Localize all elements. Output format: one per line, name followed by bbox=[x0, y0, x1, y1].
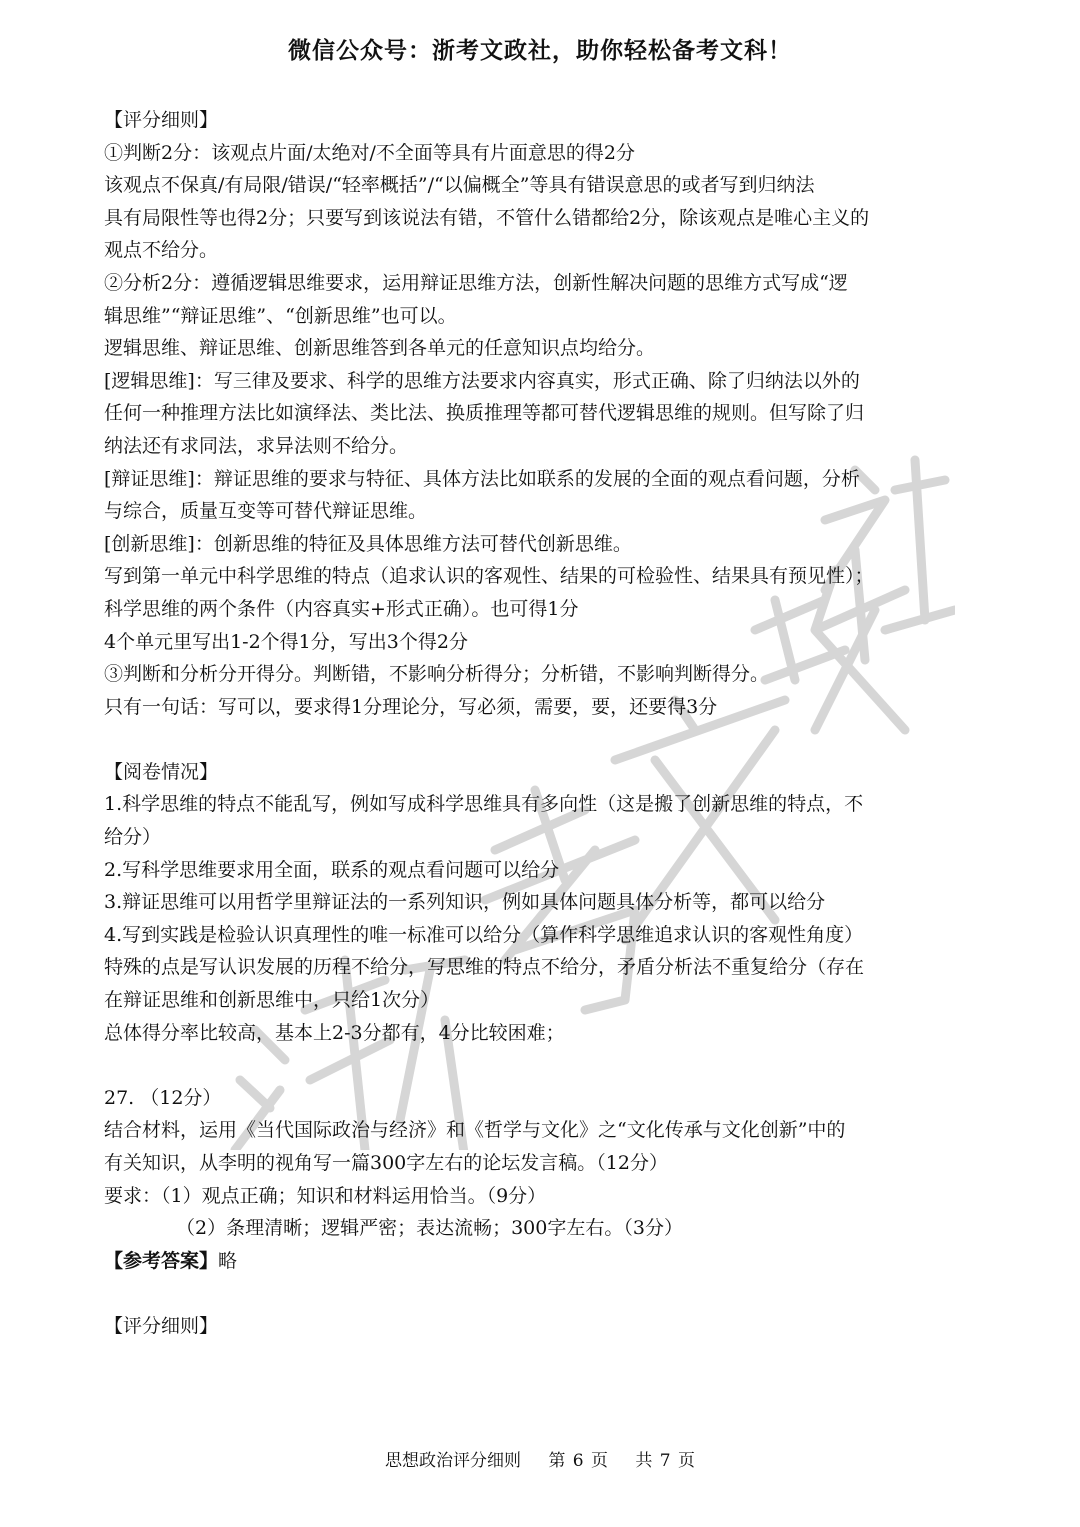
scoring-line: ①判断2分：该观点片面/太绝对/不全面等具有片面意思的得2分 bbox=[104, 141, 635, 164]
page-footer bbox=[0, 1446, 1080, 1471]
spacer bbox=[104, 1049, 984, 1082]
scoring-line: 观点不给分。 bbox=[104, 239, 219, 262]
page-header: 微信公众号：浙考文政社，助你轻松备考文科！ bbox=[288, 38, 792, 64]
spacer bbox=[104, 723, 984, 756]
scoring-line: [辩证思维]：辩证思维的要求与特征、具体方法比如联系的发展的全面的观点看问题，分析 bbox=[104, 467, 860, 490]
report-line: 1.科学思维的特点不能乱写，例如写成科学思维具有多向性（这是搬了创新思维的特点，不 bbox=[104, 793, 864, 816]
reference-answer-label: 【参考答案】 bbox=[104, 1249, 219, 1272]
footer-page-total: 共 7 页 bbox=[635, 1451, 696, 1471]
report-line: 4.写到实践是检验认识真理性的唯一标准可以给分（算作科学思维追求认识的客观性角度） bbox=[104, 923, 864, 946]
scoring-line: 写到第一单元中科学思维的特点（追求认识的客观性、结果的可检验性、结果具有预见性）； bbox=[104, 565, 874, 588]
question-requirement: 要求：（1）观点正确；知识和材料运用恰当。（9分） bbox=[104, 1184, 547, 1207]
question-requirement: （2）条理清晰；逻辑严密；表达流畅；300字左右。（3分） bbox=[176, 1217, 683, 1240]
scoring-line: 逻辑思维、辩证思维、创新思维答到各单元的任意知识点均给分。 bbox=[104, 337, 656, 360]
scoring-line: ③判断和分析分开得分。判断错，不影响分析得分；分析错，不影响判断得分。 bbox=[104, 663, 770, 686]
report-line: 特殊的点是写认识发展的历程不给分，写思维的特点不给分，矛盾分析法不重复给分（存在 bbox=[104, 956, 865, 979]
scoring-line: 具有局限性等也得2分；只要写到该说法有错，不管什么错都给2分，除该观点是唯心主义的 bbox=[104, 206, 870, 229]
spacer bbox=[104, 1277, 984, 1310]
scoring-line: 科学思维的两个条件（内容真实+形式正确）。也可得1分 bbox=[104, 597, 579, 620]
scoring-line: 4个单元里写出1-2个得1分，写出3个得2分 bbox=[104, 630, 468, 653]
question-prompt: 结合材料，运用《当代国际政治与经济》和《哲学与文化》之“文化传承与文化创新”中的 bbox=[104, 1119, 846, 1142]
report-line: 3.辩证思维可以用哲学里辩证法的一系列知识，例如具体问题具体分析等，都可以给分 bbox=[104, 891, 826, 914]
footer-doc-title: 思想政治评分细则 bbox=[384, 1451, 521, 1471]
question-number: 27. （12分） bbox=[104, 1086, 222, 1109]
document-body bbox=[104, 104, 984, 1343]
scoring-line: 辑思维”“辩证思维”、“创新思维”也可以。 bbox=[104, 304, 457, 327]
scoring-line: [创新思维]：创新思维的特征及具体思维方法可替代创新思维。 bbox=[104, 532, 632, 555]
scoring-line: 与综合，质量互变等可替代辩证思维。 bbox=[104, 500, 428, 523]
section-title-grading-report: 【阅卷情况】 bbox=[104, 760, 219, 783]
footer-page-current: 第 6 页 bbox=[548, 1451, 608, 1471]
scoring-line: [逻辑思维]：写三律及要求、科学的思维方法要求内容真实，形式正确、除了归纳法以外的 bbox=[104, 369, 860, 392]
scoring-line: 纳法还有求同法，求异法则不给分。 bbox=[104, 434, 409, 457]
report-line: 给分） bbox=[104, 826, 162, 849]
report-line: 2.写科学思维要求用全面，联系的观点看问题可以给分 bbox=[104, 858, 560, 881]
question-prompt: 有关知识，从李明的视角写一篇300字左右的论坛发言稿。（12分） bbox=[104, 1152, 668, 1174]
scoring-line: 该观点不保真/有局限/错误/“轻率概括”/“以偏概全”等具有错误意思的或者写到归纳法 bbox=[104, 174, 815, 197]
section-title-scoring-rules-2: 【评分细则】 bbox=[104, 1314, 219, 1337]
report-line: 在辩证思维和创新思维中，只给1次分） bbox=[104, 989, 440, 1012]
scoring-line: ②分析2分：遵循逻辑思维要求，运用辩证思维方法，创新性解决问题的思维方式写成“逻 bbox=[104, 271, 848, 294]
section-title-scoring-rules: 【评分细则】 bbox=[104, 109, 219, 131]
reference-answer-value: 略 bbox=[218, 1249, 238, 1272]
scoring-line: 只有一句话：写可以，要求得1分理论分，写必须，需要，要，还要得3分 bbox=[104, 695, 718, 718]
report-line: 总体得分率比较高，基本上2-3分都有，4分比较困难； bbox=[104, 1021, 565, 1044]
scoring-line: 任何一种推理方法比如演绎法、类比法、换质推理等都可替代逻辑思维的规则。但写除了归 bbox=[104, 402, 865, 425]
reference-answer bbox=[104, 1245, 984, 1278]
